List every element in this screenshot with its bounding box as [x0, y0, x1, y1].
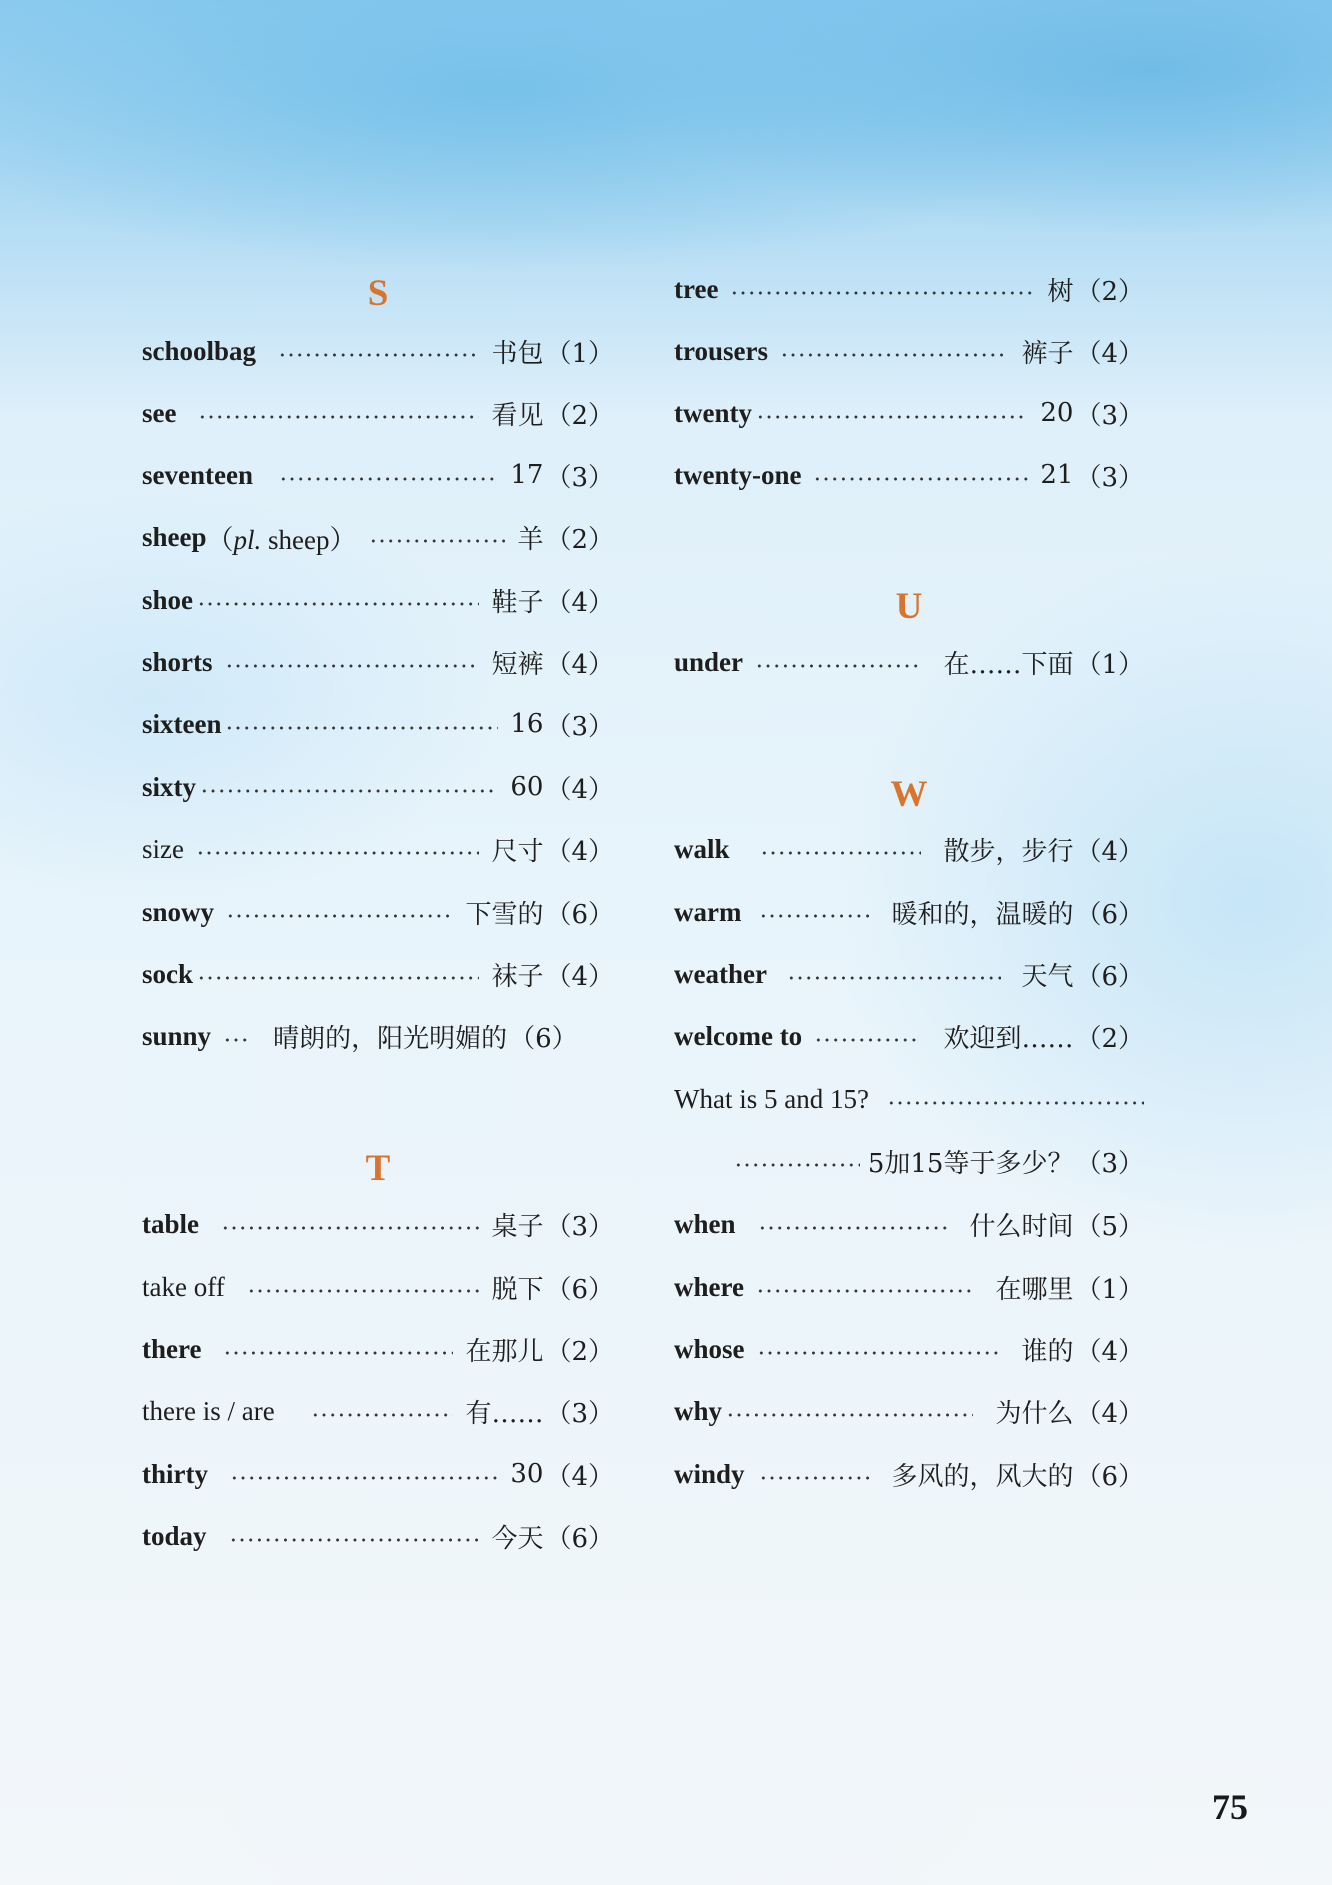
- entry-meaning: 看见: [491, 400, 544, 431]
- glossary-entry-line1: [674, 1079, 1144, 1119]
- entry-unit: （4）: [545, 587, 614, 618]
- entry-word: trousers: [674, 335, 768, 366]
- entry-meaning: 脱下: [491, 1274, 544, 1305]
- entry-unit: （3）: [1075, 462, 1144, 493]
- entry-word: windy: [674, 1458, 745, 1489]
- leader-dots: [758, 1226, 948, 1230]
- entry-meaning: 60: [510, 772, 544, 802]
- leader-dots: [756, 1289, 973, 1293]
- entry-meaning: 鞋子: [491, 587, 544, 618]
- entry-word: today: [142, 1520, 207, 1551]
- entry-meaning: 下雪的: [465, 899, 544, 930]
- entry-unit: （4）: [545, 961, 614, 992]
- leader-dots: [759, 914, 869, 918]
- glossary-entry: [674, 1454, 1144, 1494]
- entry-unit: （2）: [545, 524, 614, 555]
- entry-word: sheep: [142, 521, 207, 552]
- entry-meaning: 暖和的，温暖的: [891, 899, 1074, 930]
- leader-dots: [780, 353, 1003, 357]
- entry-meaning: 尺寸: [491, 836, 544, 867]
- leader-dots: [887, 1101, 1144, 1105]
- entry-unit: （6）: [509, 1023, 578, 1054]
- entry-unit: （3）: [545, 1211, 614, 1242]
- leader-dots: [757, 1351, 1000, 1355]
- entry-word: snowy: [142, 896, 215, 927]
- entry-unit: （4）: [1075, 338, 1144, 369]
- leader-dots: [226, 914, 453, 918]
- leader-dots: [369, 539, 506, 543]
- entry-meaning: 裤子: [1021, 338, 1074, 369]
- glossary-entry: [142, 892, 614, 932]
- leader-dots: [311, 1413, 454, 1417]
- leader-dots: [755, 664, 921, 668]
- glossary-entry: [142, 767, 614, 807]
- entry-meaning: 树: [1047, 276, 1074, 307]
- entry-unit: （2）: [545, 400, 614, 431]
- entry-unit: （4）: [1075, 1398, 1144, 1429]
- entry-word: What is 5 and 15?: [674, 1083, 869, 1114]
- entry-unit: （6）: [545, 899, 614, 930]
- entry-meaning: 天气: [1021, 961, 1074, 992]
- entry-meaning: 散步，步行: [943, 836, 1074, 867]
- glossary-entry-line2: [674, 1141, 1144, 1181]
- glossary-entry: [674, 1391, 1144, 1431]
- leader-dots: [229, 1538, 480, 1542]
- entry-unit: （6）: [1075, 1461, 1144, 1492]
- entry-meaning: 为什么: [995, 1398, 1074, 1429]
- section-letter-w: W: [890, 774, 928, 815]
- entry-unit: （2）: [1075, 276, 1144, 307]
- entry-meaning: 今天: [491, 1523, 544, 1554]
- entry-word: warm: [674, 896, 742, 927]
- entry-word: take off: [142, 1271, 225, 1302]
- entry-word: weather: [674, 958, 767, 989]
- glossary-entry: [142, 455, 614, 495]
- entry-meaning: 在那儿: [465, 1336, 544, 1367]
- entry-word: see: [142, 397, 177, 428]
- entry-meaning: 30: [510, 1459, 544, 1489]
- entry-word: there: [142, 1333, 202, 1364]
- glossary-entry: [142, 954, 614, 994]
- glossary-entry: [674, 455, 1144, 495]
- entry-word: under: [674, 646, 744, 677]
- entry-word: tree: [674, 273, 719, 304]
- entry-meaning: 羊: [517, 524, 544, 555]
- entry-unit: （6）: [545, 1523, 614, 1554]
- leader-dots: [200, 789, 498, 793]
- leader-dots: [225, 664, 480, 668]
- glossary-entry: [142, 517, 614, 557]
- entry-meaning: 5加15等于多少？: [867, 1148, 1074, 1179]
- entry-word: there is / are: [142, 1395, 275, 1426]
- glossary-entry: [674, 393, 1144, 433]
- leader-dots: [814, 1038, 921, 1042]
- entry-unit: （4）: [1075, 1336, 1144, 1367]
- entry-word: twenty-one: [674, 459, 802, 490]
- leader-dots: [196, 851, 479, 855]
- leader-dots: [730, 291, 1035, 295]
- entry-meaning: 欢迎到……: [943, 1023, 1074, 1054]
- entry-unit: （3）: [545, 462, 614, 493]
- entry-meaning: 16: [510, 709, 544, 739]
- entry-word: when: [674, 1208, 736, 1239]
- entry-word: welcome to: [674, 1020, 803, 1051]
- section-letter-s: S: [367, 273, 389, 314]
- leader-dots: [813, 477, 1028, 481]
- glossary-entry: [142, 1454, 614, 1494]
- glossary-entry: [142, 580, 614, 620]
- glossary-entry: [674, 1016, 1144, 1056]
- entry-word: where: [674, 1271, 744, 1302]
- glossary-entry: [674, 1204, 1144, 1244]
- entry-unit: （1）: [545, 338, 614, 369]
- glossary-entry: [674, 1267, 1144, 1307]
- entry-word: shorts: [142, 646, 213, 677]
- entry-unit: （1）: [1075, 1274, 1144, 1305]
- entry-word: table: [142, 1208, 199, 1239]
- entry-word: thirty: [142, 1458, 208, 1489]
- glossary-entry: [142, 1329, 614, 1369]
- entry-unit: （4）: [545, 836, 614, 867]
- glossary-entry: [674, 829, 1144, 869]
- leader-dots: [223, 1351, 453, 1355]
- entry-word: sunny: [142, 1020, 212, 1051]
- leader-dots: [726, 1413, 973, 1417]
- section-letter-t: T: [365, 1148, 391, 1189]
- entry-word: sixteen: [142, 708, 222, 739]
- entry-unit: （3）: [1075, 400, 1144, 431]
- entry-meaning: 什么时间: [969, 1211, 1074, 1242]
- entry-meaning: 谁的: [1021, 1336, 1074, 1367]
- entry-word: twenty: [674, 397, 752, 428]
- entry-word: sixty: [142, 771, 196, 802]
- leader-dots: [197, 976, 479, 980]
- entry-unit: （6）: [545, 1274, 614, 1305]
- entry-meaning: 短裤: [491, 649, 544, 680]
- glossary-entry: [142, 642, 614, 682]
- entry-unit: （6）: [1075, 961, 1144, 992]
- entry-unit: （6）: [1075, 899, 1144, 930]
- leader-dots: [278, 353, 479, 357]
- entry-unit: （4）: [1075, 836, 1144, 867]
- entry-unit: （3）: [545, 1398, 614, 1429]
- glossary-entry: [142, 331, 614, 371]
- entry-unit: （3）: [545, 711, 614, 742]
- entry-meaning: 20: [1040, 398, 1074, 428]
- leader-dots: [225, 726, 498, 730]
- entry-unit: （4）: [545, 1461, 614, 1492]
- entry-word: schoolbag: [142, 335, 257, 366]
- leader-dots: [760, 851, 922, 855]
- entry-word: whose: [674, 1333, 745, 1364]
- entry-meaning: 在哪里: [995, 1274, 1074, 1305]
- entry-meaning: 有……: [465, 1398, 544, 1429]
- entry-meaning: 晴朗的，阳光明媚的: [273, 1023, 508, 1054]
- entry-unit: （2）: [545, 1336, 614, 1367]
- glossary-entry: [674, 892, 1144, 932]
- glossary-entry: [142, 1267, 614, 1307]
- page-number: 75: [1212, 1787, 1248, 1827]
- entry-meaning: 在……下面: [943, 649, 1074, 680]
- leader-dots: [756, 415, 1028, 419]
- leader-dots: [247, 1289, 480, 1293]
- entry-meaning: 袜子: [491, 961, 544, 992]
- entry-note: （pl. sheep）: [206, 524, 357, 555]
- entry-unit: （4）: [545, 774, 614, 805]
- glossary-entry: [142, 1516, 614, 1556]
- glossary-entry: [142, 829, 614, 869]
- entry-meaning: 书包: [491, 338, 544, 369]
- entry-meaning: 21: [1040, 460, 1074, 490]
- entry-unit: （2）: [1075, 1023, 1144, 1054]
- entry-word: sock: [142, 958, 194, 989]
- entry-word: size: [142, 833, 184, 864]
- entry-word: seventeen: [142, 459, 253, 490]
- glossary-entry: [142, 1204, 614, 1244]
- leader-dots: [221, 1226, 479, 1230]
- entry-word: walk: [674, 833, 730, 864]
- glossary-entry: [142, 1391, 614, 1431]
- leader-dots: [787, 976, 1001, 980]
- glossary-entry: [674, 954, 1144, 994]
- glossary-entry: [142, 393, 614, 433]
- entry-unit: （1）: [1075, 649, 1144, 680]
- entry-meaning: 17: [510, 460, 544, 490]
- leader-dots: [223, 1038, 249, 1042]
- glossary-entry: [674, 331, 1144, 371]
- glossary-entry: [674, 1329, 1144, 1369]
- leader-dots: [197, 602, 479, 606]
- entry-meaning: 桌子: [491, 1211, 544, 1242]
- glossary-entry: [142, 704, 614, 744]
- entry-unit: （5）: [1075, 1211, 1144, 1242]
- leader-dots: [759, 1476, 872, 1480]
- glossary-entry: [674, 269, 1144, 309]
- leader-dots: [279, 477, 498, 481]
- leader-dots: [198, 415, 479, 419]
- glossary-entry: [674, 642, 1144, 682]
- entry-word: why: [674, 1395, 723, 1426]
- leader-dots: [734, 1163, 860, 1167]
- glossary-entry: [142, 1016, 614, 1056]
- entry-meaning: 多风的，风大的: [891, 1461, 1074, 1492]
- entry-word: shoe: [142, 584, 194, 615]
- entry-unit: （3）: [1075, 1148, 1144, 1179]
- entry-unit: （4）: [545, 649, 614, 680]
- section-letter-u: U: [895, 586, 923, 627]
- leader-dots: [230, 1476, 498, 1480]
